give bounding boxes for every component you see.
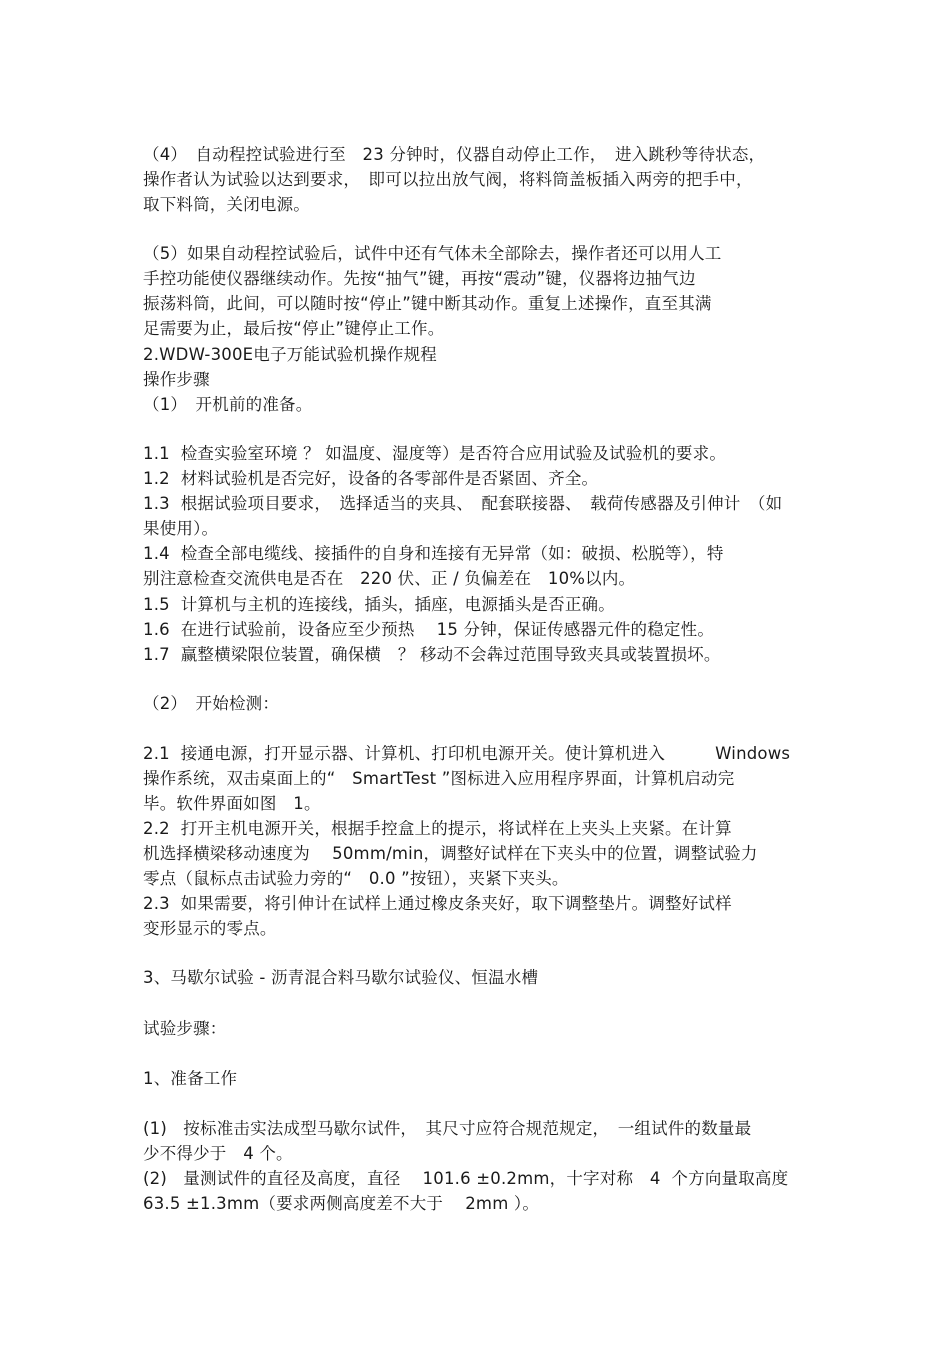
text-line: 1.7 赢整横梁限位装置，确保横 ？ 移动不会犇过范围导致夹具或装置损坏。: [143, 645, 721, 664]
text-line: 果使用）。: [143, 519, 219, 538]
text-line: 2.2 打开主机电源开关，根据手控盒上的提示，将试样在上夹头上夹紧。在计算: [143, 819, 732, 838]
text-line: （1） 开机前的准备。: [143, 395, 313, 414]
text-line: （4） 自动程控试验进行至 23 分钟时，仪器自动停止工作， 进入跳秒等待状态，: [143, 145, 766, 164]
text-line: （2） 开始检测：: [143, 694, 280, 713]
text-line: (2) 量测试件的直径及高度，直径 101.6 ±0.2mm，十字对称 4 个方向量取高度: [143, 1169, 789, 1188]
text-line: 1.3 根据试验项目要求， 选择适当的夹具、 配套联接器、 载荷传感器及引伸计 （如: [143, 494, 783, 513]
text-line: 2.1 接通电源，打开显示器、计算机、打印机电源开关。使计算机进入 Windows: [143, 744, 791, 763]
text-line: 1.2 材料试验机是否完好，设备的各零部件是否紧固、齐全。: [143, 469, 599, 488]
text-line: 零点（鼠标点击试验力旁的“ 0.0 ”按钮），夹紧下夹头。: [143, 869, 569, 888]
text-line: 足需要为止，最后按“停止”键停止工作。: [143, 319, 445, 338]
text-line: (1) 按标准击实法成型马歇尔试件， 其尺寸应符合规范规定， 一组试件的数量最: [143, 1119, 752, 1138]
text-line: 2.3 如果需要，将引伸计在试样上通过橡皮条夹好，取下调整垫片。调整好试样: [143, 894, 732, 913]
text-line: 手控功能使仪器继续动作。先按“抽气”键，再按“震动”键，仪器将边抽气边: [143, 269, 696, 288]
text-line: 毕。软件界面如图 1。: [143, 794, 321, 813]
section-heading: 2.WDW-300E电子万能试验机操作规程: [143, 345, 437, 364]
text-line: 1.5 计算机与主机的连接线，插头，插座，电源插头是否正确。: [143, 595, 615, 614]
text-line: （5）如果自动程控试验后，试件中还有气体未全部除去，操作者还可以用人工: [143, 244, 722, 263]
section-heading: 3、马歇尔试验 - 沥青混合料马歇尔试验仪、恒温水槽: [143, 968, 539, 987]
text-line: 63.5 ±1.3mm（要求两侧高度差不大于 2mm ）。: [143, 1194, 540, 1213]
text-line: 少不得少于 4 个。: [143, 1144, 293, 1163]
text-line: 变形显示的零点。: [143, 919, 277, 938]
text-line: 振荡料筒，此间，可以随时按“停止”键中断其动作。重复上述操作，直至其满: [143, 294, 712, 313]
text-line: 1.4 检查全部电缆线、接插件的自身和连接有无异常（如：破损、松脱等），特: [143, 544, 724, 563]
text-line: 别注意检查交流供电是否在 220 伏、正 / 负偏差在 10%以内。: [143, 569, 636, 588]
text-line: 取下料筒，关闭电源。: [143, 195, 310, 214]
text-line: 机选择横梁移动速度为 50mm/min，调整好试样在下夹头中的位置，调整试验力: [143, 844, 758, 863]
text-line: 操作系统，双击桌面上的“ SmartTest ”图标进入应用程序界面，计算机启动完: [143, 769, 735, 788]
text-line: 1.1 检查实验室环境 ？ 如温度、湿度等）是否符合应用试验及试验机的要求。: [143, 444, 727, 463]
text-line: 操作步骤: [143, 370, 210, 389]
text-line: 试验步骤：: [143, 1019, 227, 1038]
text-line: 1、准备工作: [143, 1069, 238, 1088]
text-line: 1.6 在进行试验前，设备应至少预热 15 分钟，保证传感器元件的稳定性。: [143, 620, 715, 639]
text-line: 操作者认为试验以达到要求， 即可以拉出放气阀，将料筒盖板插入两旁的把手中，: [143, 170, 753, 189]
